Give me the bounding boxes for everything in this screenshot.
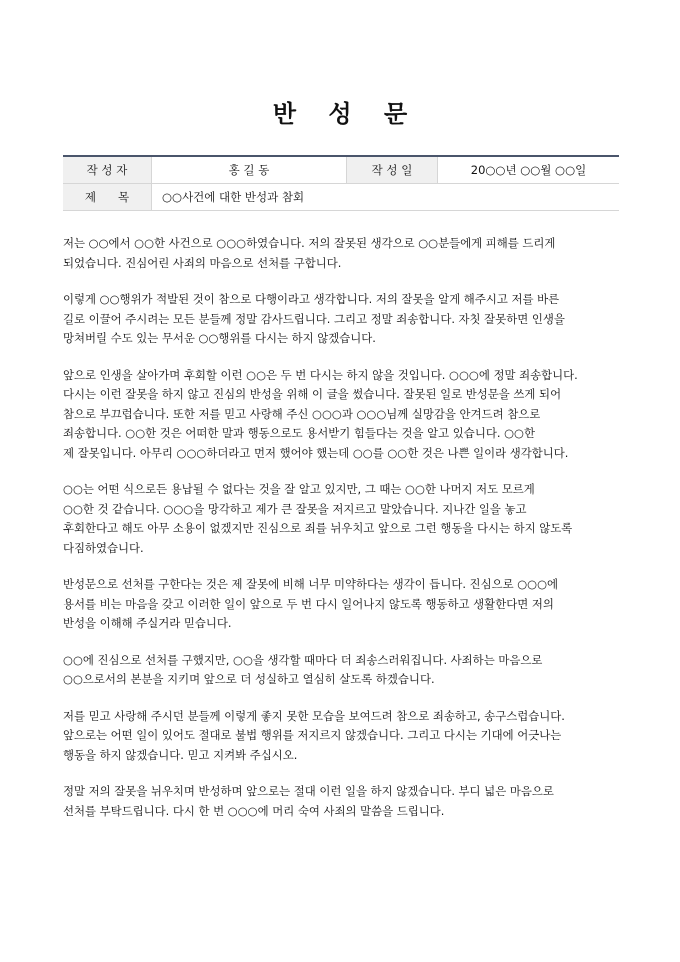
paragraph-line: 죄송합니다. ○○한 것은 어떠한 말과 행동으로도 용서받기 힘들다는 것을 알고 있습니다. ○○한 xyxy=(63,426,535,440)
document-title: 반 성 문 xyxy=(272,100,420,128)
paragraph-line: 다짐하였습니다. xyxy=(63,540,144,555)
author-label: 작 성 자 xyxy=(63,156,152,184)
date-value: 20○○년 ○○월 ○○일 xyxy=(438,156,620,184)
paragraph-line: 저를 믿고 사랑해 주시던 분들께 이렇게 좋지 못한 모습을 보여드려 참으로 죄송하고, 송구스럽습니다. xyxy=(63,708,565,723)
info-row-author-date xyxy=(63,156,619,184)
paragraph-line: 반성을 이해해 주실거라 믿습니다. xyxy=(63,616,232,630)
body-paragraph xyxy=(63,707,619,766)
paragraph-line: 다시는 이런 잘못을 하지 않고 진심의 반성을 위해 이 글을 썼습니다. 잘못된 일로 반성문을 쓰게 되어 xyxy=(63,387,562,401)
subject-value: ○○사건에 대한 반성과 참회 xyxy=(152,184,620,211)
paragraph-line: 반성문으로 선처를 구한다는 것은 제 잘못에 비해 너무 미약하다는 생각이 듭니다. 진심으로 ○○○에 xyxy=(63,577,559,591)
paragraph-line: ○○한 것 같습니다. ○○○을 망각하고 제가 큰 잘못을 저지르고 말았습니다. 지나간 일을 놓고 xyxy=(63,501,527,516)
paragraph-line: 용서를 비는 마음을 갖고 이러한 일이 앞으로 두 번 다시 일어나지 않도록 행동하고 생활한다면 저의 xyxy=(63,596,554,611)
paragraph-line: 앞으로는 어떤 일이 있어도 절대로 불법 행위를 저지르지 않겠습니다. 그리고 다시는 기대에 어긋나는 xyxy=(63,728,562,742)
paragraph-line: 길로 이끌어 주시려는 모든 분들께 정말 감사드립니다. 그리고 정말 죄송합니다. 자칫 잘못하면 인생을 xyxy=(63,311,565,326)
document-body xyxy=(63,234,619,838)
body-paragraph xyxy=(63,366,619,464)
paragraph-line: 되었습니다. 진심어린 사죄의 마음으로 선처를 구합니다. xyxy=(63,255,342,270)
paragraph-line: 저는 ○○에서 ○○한 사건으로 ○○○하였습니다. 저의 잘못된 생각으로 ○○분들에게 피해를 드리게 xyxy=(63,236,556,250)
body-paragraph xyxy=(63,575,619,634)
paragraph-line: 정말 저의 잘못을 뉘우치며 반성하며 앞으로는 절대 이런 일을 하지 않겠습니다. 부디 넓은 마음으로 xyxy=(63,784,554,798)
date-label: 작 성 일 xyxy=(347,156,438,184)
paragraph-line: ○○에 진심으로 선처를 구했지만, ○○을 생각할 때마다 더 죄송스러워집니다. 사죄하는 마음으로 xyxy=(63,652,543,667)
paragraph-line: 참으로 부끄럽습니다. 또한 저를 믿고 사랑해 주신 ○○○과 ○○○님께 실망감을 안겨드려 참으로 xyxy=(63,406,541,421)
body-paragraph xyxy=(63,782,619,821)
paragraph-line: 선처를 부탁드립니다. 다시 한 번 ○○○에 머리 숙여 사죄의 말씀을 드립니다. xyxy=(63,803,445,818)
paragraph-line: 이렇게 ○○행위가 적발된 것이 참으로 다행이라고 생각합니다. 저의 잘못을 알게 해주시고 저를 바른 xyxy=(63,292,560,306)
info-table xyxy=(63,155,619,211)
body-paragraph xyxy=(63,480,619,558)
paragraph-line: ○○으로서의 본분을 지키며 앞으로 더 성실하고 열심히 살도록 하겠습니다. xyxy=(63,672,435,686)
paragraph-line: 제 잘못입니다. 아무리 ○○○하더라고 먼저 했어야 했는데 ○○를 ○○한 것은 나쁜 일이라 생각합니다. xyxy=(63,445,569,460)
paragraph-line: 후회한다고 해도 아무 소용이 없겠지만 진심으로 죄를 뉘우치고 앞으로 그런 행동을 다시는 하지 않도록 xyxy=(63,521,573,535)
paragraph-line: 앞으로 인생을 살아가며 후회할 이런 ○○은 두 번 다시는 하지 않을 것입니다. ○○○에 정말 죄송합니다. xyxy=(63,367,578,382)
author-value: 홍 길 동 xyxy=(152,156,347,184)
paragraph-line: 행동을 하지 않겠습니다. 믿고 지켜봐 주십시오. xyxy=(63,747,298,762)
subject-label: 제 목 xyxy=(63,184,152,211)
info-row-subject xyxy=(63,184,619,211)
body-paragraph xyxy=(63,234,619,273)
body-paragraph xyxy=(63,290,619,349)
paragraph-line: ○○는 어떤 식으로든 용납될 수 없다는 것을 잘 알고 있지만, 그 때는 ○○한 나머지 저도 모르게 xyxy=(63,482,535,496)
body-paragraph xyxy=(63,651,619,690)
paragraph-line: 망쳐버릴 수도 있는 무서운 ○○행위를 다시는 하지 않겠습니다. xyxy=(63,331,376,345)
